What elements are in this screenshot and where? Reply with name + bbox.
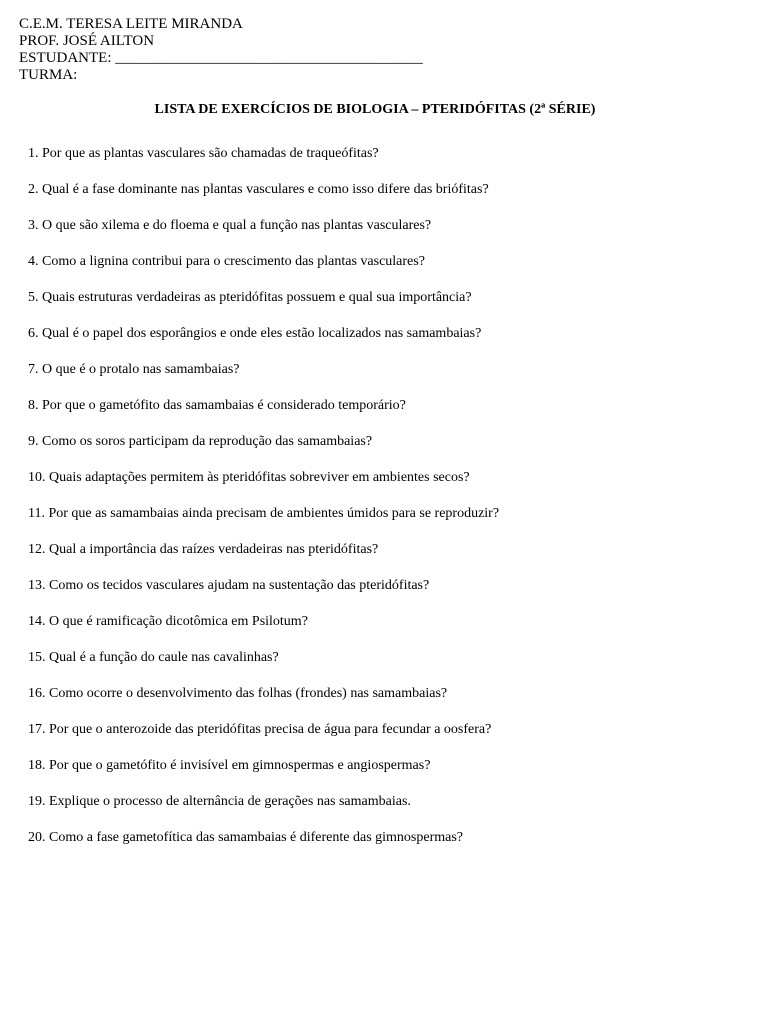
class-field: TURMA: (19, 67, 78, 83)
question-item: 10. Quais adaptações permitem às pteridófitas sobreviver em ambientes secos? (28, 470, 470, 485)
school-name: C.E.M. TERESA LEITE MIRANDA (19, 16, 243, 32)
question-item: 2. Qual é a fase dominante nas plantas vasculares e como isso difere das briófitas? (28, 182, 489, 197)
question-item: 1. Por que as plantas vasculares são chamadas de traqueófitas? (28, 146, 379, 161)
question-item: 14. O que é ramificação dicotômica em Psilotum? (28, 614, 308, 629)
question-item: 18. Por que o gametófito é invisível em gimnospermas e angiospermas? (28, 758, 431, 773)
document-title: LISTA DE EXERCÍCIOS DE BIOLOGIA – PTERIDÓFITAS (2ª SÉRIE) (154, 102, 596, 117)
question-item: 9. Como os soros participam da reprodução das samambaias? (28, 434, 373, 449)
question-item: 15. Qual é a função do caule nas cavalinhas? (28, 650, 279, 665)
question-item: 12. Qual a importância das raízes verdadeiras nas pteridófitas? (28, 542, 379, 557)
question-item: 3. O que são xilema e do floema e qual a função nas plantas vasculares? (28, 218, 432, 233)
question-item: 13. Como os tecidos vasculares ajudam na sustentação das pteridófitas? (28, 578, 430, 593)
question-item: 6. Qual é o papel dos esporângios e onde eles estão localizados nas samambaias? (28, 326, 482, 341)
document-header (19, 16, 423, 84)
question-item: 19. Explique o processo de alternância de gerações nas samambaias. (28, 794, 411, 809)
question-item: 11. Por que as samambaias ainda precisam de ambientes úmidos para se reproduzir? (28, 506, 500, 521)
question-item: 17. Por que o anterozoide das pteridófitas precisa de água para fecundar a oosfera? (28, 722, 492, 737)
question-item: 16. Como ocorre o desenvolvimento das folhas (frondes) nas samambaias? (28, 686, 448, 701)
question-item: 8. Por que o gametófito das samambaias é considerado temporário? (28, 398, 406, 413)
question-item: 20. Como a fase gametofítica das samambaias é diferente das gimnospermas? (28, 830, 464, 845)
question-list (28, 145, 499, 865)
question-item: 5. Quais estruturas verdadeiras as pteridófitas possuem e qual sua importância? (28, 290, 472, 305)
student-field: ESTUDANTE: _________________________________________ (19, 50, 423, 66)
teacher-name: PROF. JOSÉ AILTON (19, 33, 155, 49)
question-item: 4. Como a lignina contribui para o crescimento das plantas vasculares? (28, 254, 425, 269)
question-item: 7. O que é o protalo nas samambaias? (28, 362, 240, 377)
